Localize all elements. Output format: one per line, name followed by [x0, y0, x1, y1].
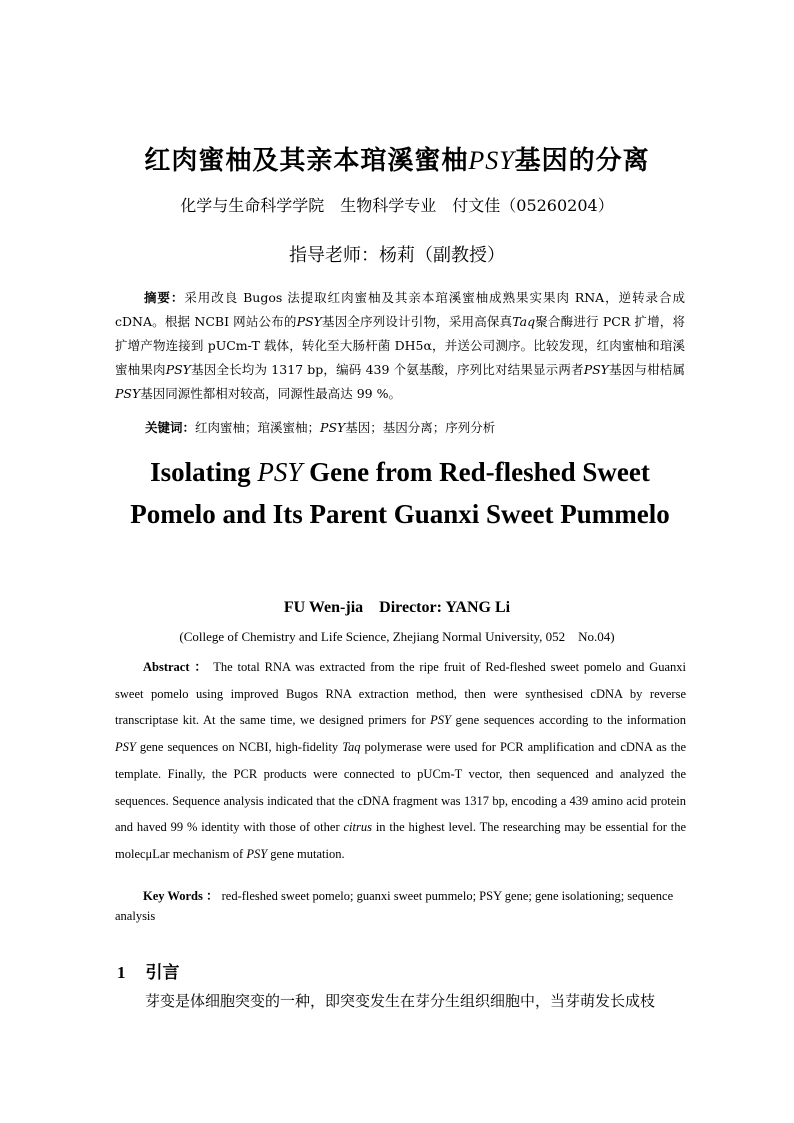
abstract-label: 摘要： [143, 290, 185, 305]
english-keywords: Key Words ： red-fleshed sweet pomelo; guanxi sweet pummelo; PSY gene; gene isolationing; sequence analysis [115, 889, 674, 923]
chinese-author-line: 化学与生命科学学院 生物科学专业 付文佳（05260204） [180, 196, 614, 215]
gene-name: PSY [257, 457, 303, 487]
chinese-keywords: 关键词：红肉蜜柚；琯溪蜜柚；PSY基因；基因分离；序列分析 [145, 420, 496, 435]
section-title: 引言 [145, 963, 180, 983]
chinese-abstract: 摘要：采用改良 Bugos 法提取红肉蜜柚及其亲本琯溪蜜柚成熟果实果肉 RNA，逆转录合成 cDNA。根据 NCBI 网站公布的PSY基因全序列设计引物，采用高保真Taq聚合酶进行 PCR 扩增，将扩增产物连接到 pUCm-T 载体，转化至大肠杆菌 DH5α，并送公司测序。比较发现，红肉蜜柚和琯溪蜜柚果肉PSY基因全长均为 1317 bp，编码 439 个氨基酸，序列比对结果显示两者PSY基因与柑桔属PSY基因同源性都相对较高，同源性最高达 99 %。 [115, 290, 685, 401]
english-affiliation: (College of Chemistry and Life Science, Zhejiang Normal University, 052 No.04) [179, 629, 615, 644]
section-number: 1 [117, 963, 126, 982]
keywords-label: Key Words ： [143, 889, 219, 903]
english-title: Isolating PSY Gene from Red-fleshed Sweet Pomelo and Its Parent Guanxi Sweet Pummelo [130, 457, 670, 529]
gene-name: PSY [468, 146, 515, 175]
abstract-label: Abstract ： [143, 660, 209, 674]
chinese-advisor-line: 指导老师：杨莉（副教授） [289, 245, 505, 266]
english-abstract: Abstract ： The total RNA was extracted from the ripe fruit of Red-fleshed sweet pomelo and Guanxi sweet pomelo using improved Bugos RNA extraction method, then were synthesised cDNA by reverse transcriptase kit. At the same time, we designed primers for PSY gene sequences according to the information PSY gene sequences on NCBI, high-fidelity Taq polymerase were used for PCR amplification and cDNA as the template. Finally, the PCR products were connected to pUCm-T vector, then sequenced and analyzed the sequences. Sequence analysis indicated that the cDNA fragment was 1317 bp, encoding a 439 amino acid protein and haved 99 % identity with those of other citrus in the highest level. The researching may be essential for the molecμLar mechanism of PSY gene mutation. [115, 660, 687, 861]
english-author-line: FU Wen-jia Director: YANG Li [283, 599, 511, 616]
body-paragraph: 芽变是体细胞突变的一种，即突变发生在芽分生组织细胞中，当芽萌发长成枝 [145, 992, 656, 1010]
chinese-title: 红肉蜜柚及其亲本琯溪蜜柚PSY基因的分离 [144, 146, 650, 176]
section-heading [117, 958, 180, 983]
keywords-label: 关键词： [145, 420, 196, 435]
